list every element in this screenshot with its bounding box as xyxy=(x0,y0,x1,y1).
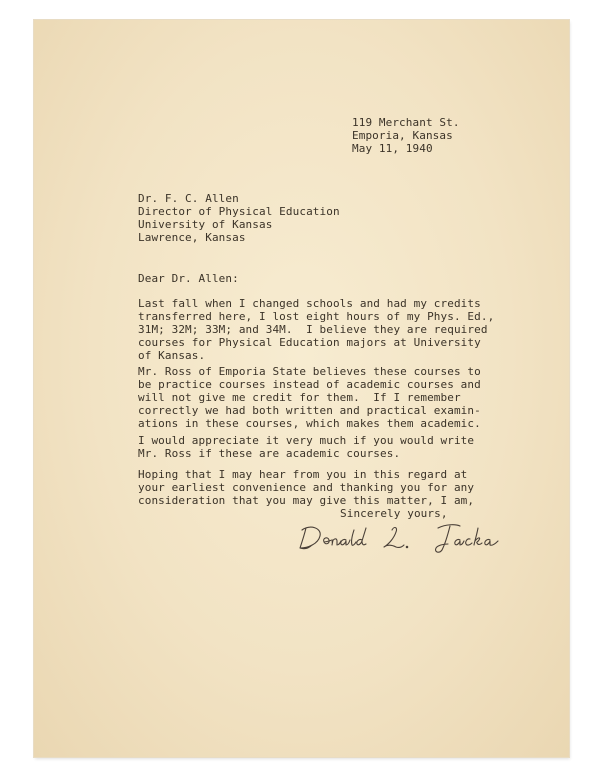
recipient-title: Director of Physical Education xyxy=(138,205,340,218)
sender-street: 119 Merchant St. xyxy=(352,116,460,129)
sender-city: Emporia, Kansas xyxy=(352,129,453,142)
recipient-city: Lawrence, Kansas xyxy=(138,231,246,244)
body-paragraph-1: Last fall when I changed schools and had my credits transferred here, I lost eight hours of my Phys. Ed., 31M; 32M; 33M; and 34M. I believe they are required courses for Physical Education majors at University of Kansas. xyxy=(138,297,495,362)
recipient-institution: University of Kansas xyxy=(138,218,273,231)
body-paragraph-2: Mr. Ross of Emporia State believes these courses to be practice courses instead of academic courses and will not give me credit for them. If I remember correctly we had both written and practical examin- ations in these courses, which makes them academic. xyxy=(138,365,481,430)
letter-page xyxy=(34,20,569,757)
closing: Sincerely yours, xyxy=(340,507,448,520)
body-paragraph-4: Hoping that I may hear from you in this regard at your earliest convenience and thanking you for any consideration that you may give this matter, I am, xyxy=(138,468,475,507)
body-paragraph-3: I would appreciate it very much if you would write Mr. Ross if these are academic courses. xyxy=(138,434,475,460)
letter-date: May 11, 1940 xyxy=(352,142,433,155)
recipient-address xyxy=(138,192,340,244)
salutation: Dear Dr. Allen: xyxy=(138,272,239,285)
sender-address xyxy=(352,116,460,155)
handwritten-signature xyxy=(296,520,506,554)
recipient-name: Dr. F. C. Allen xyxy=(138,192,239,205)
